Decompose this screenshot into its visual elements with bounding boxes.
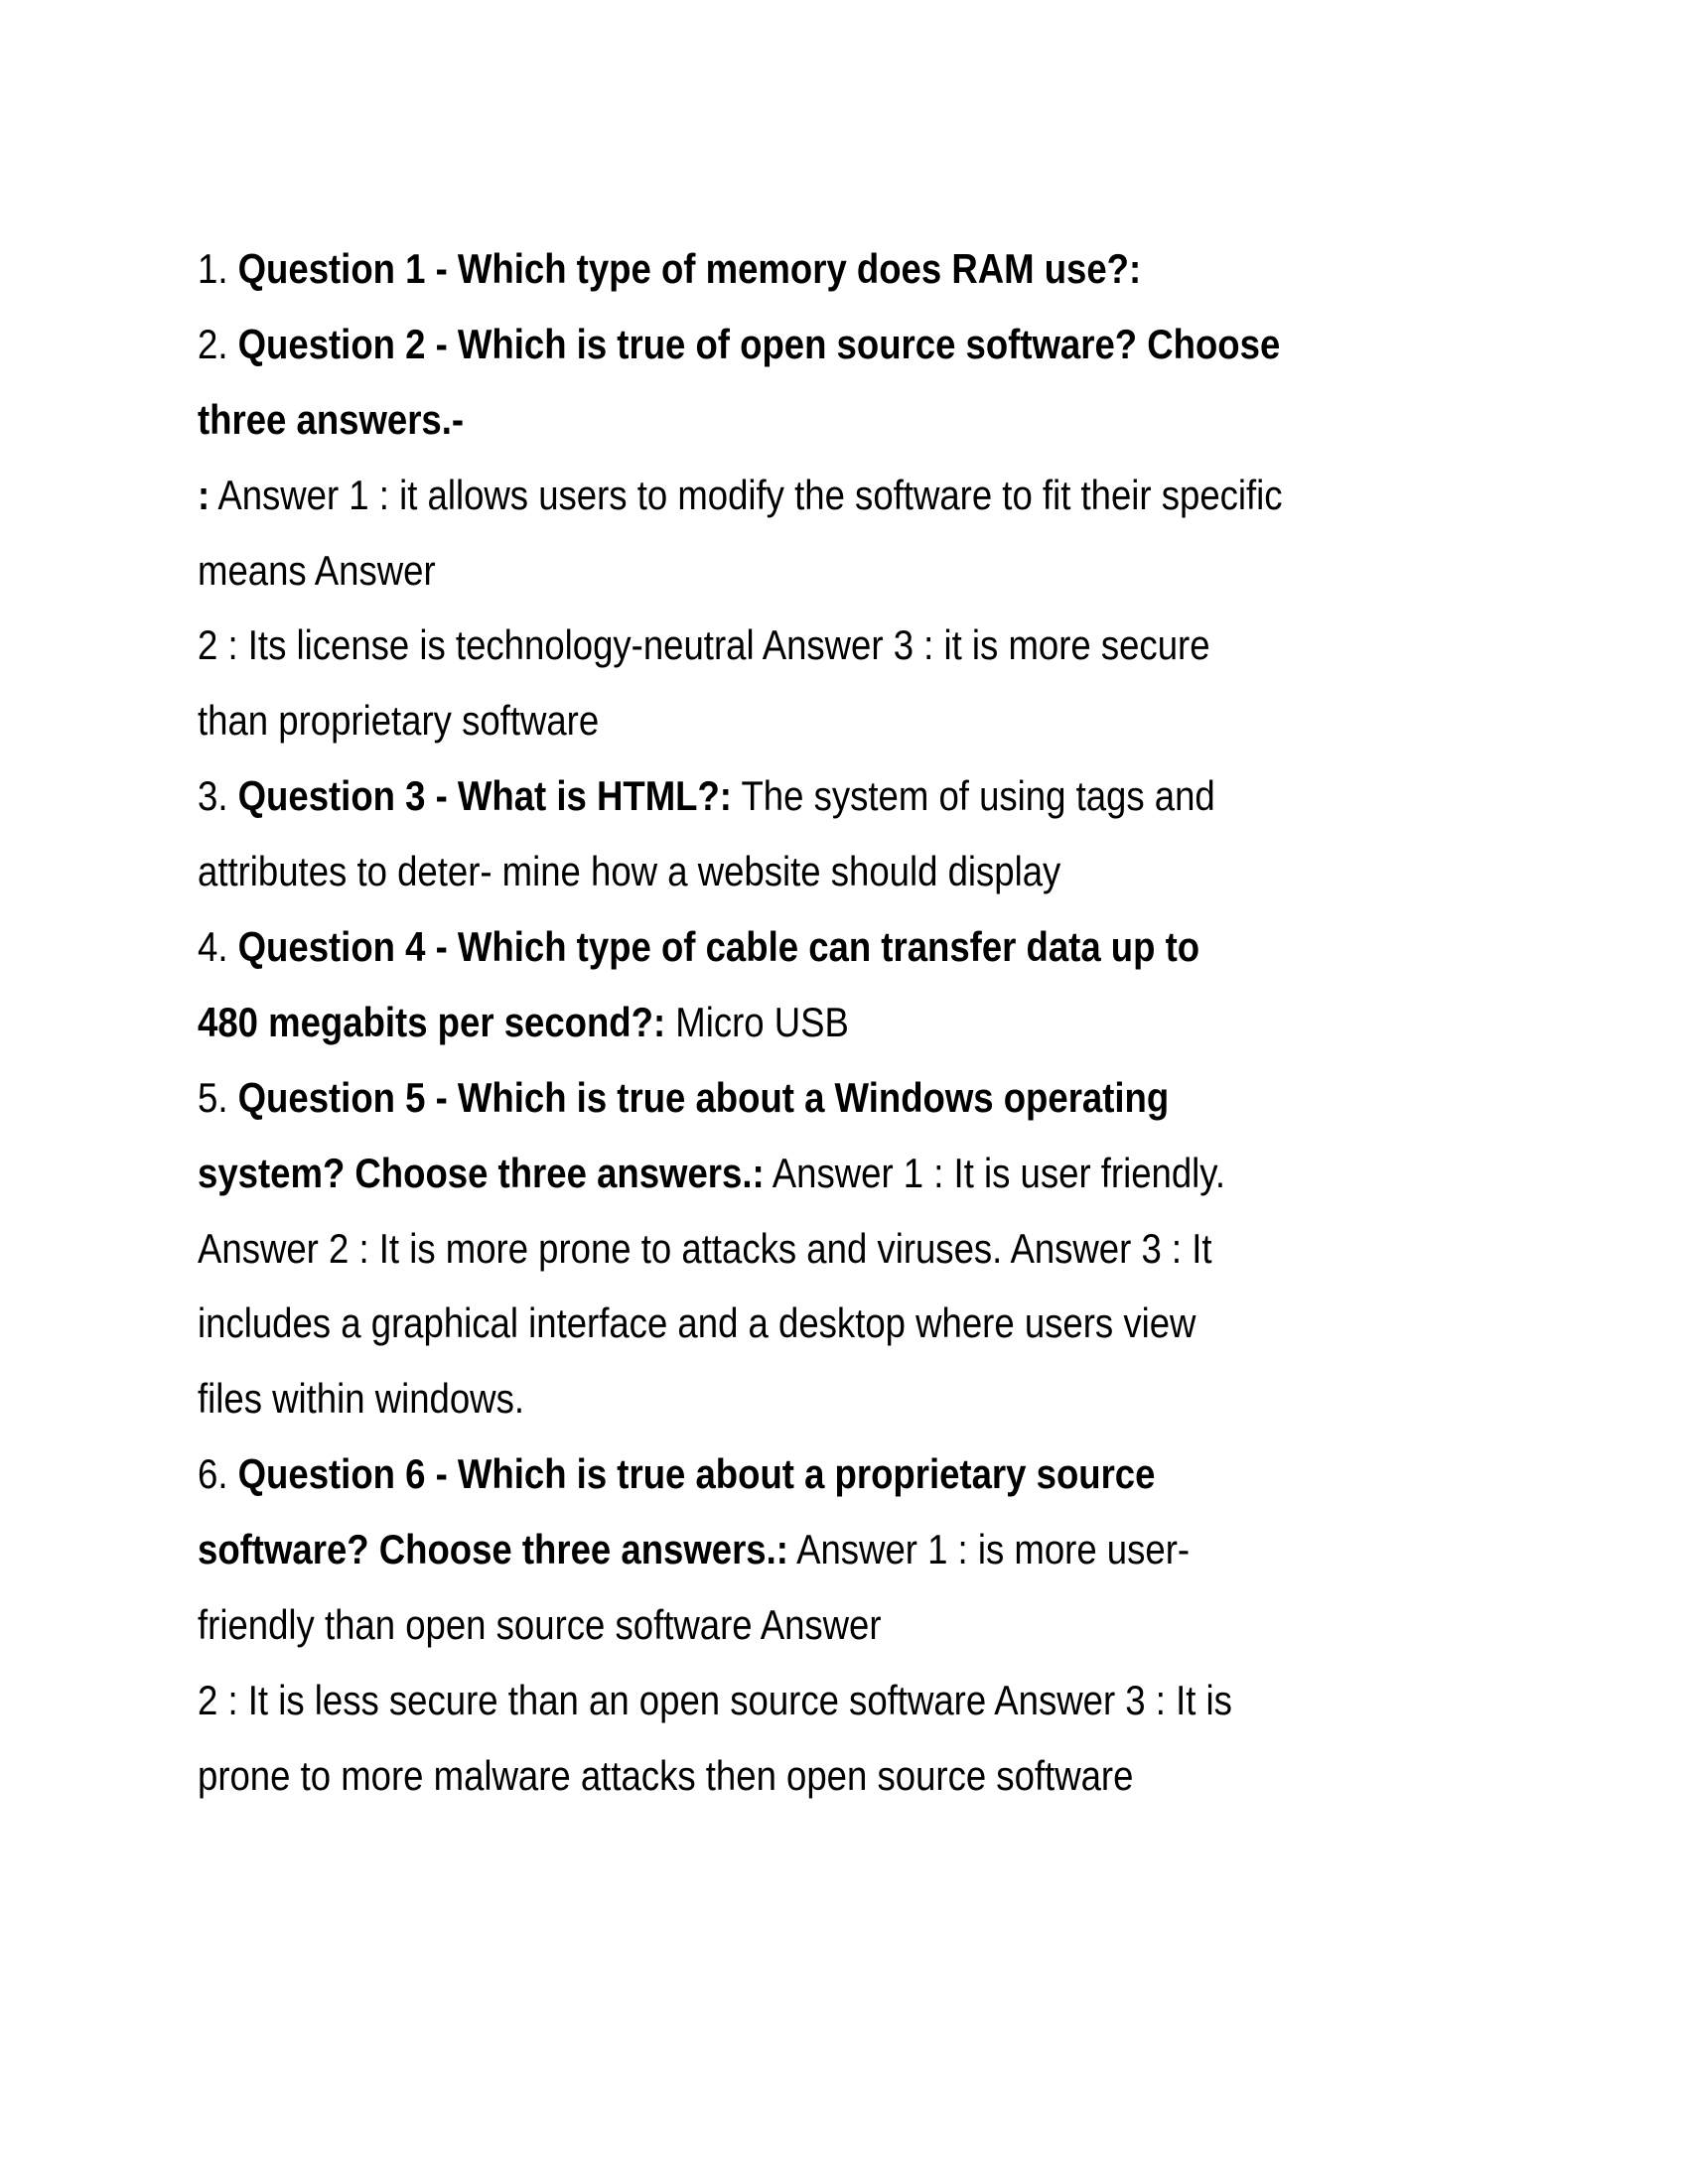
text-line <box>198 458 1407 533</box>
body-text: Answer 1 : it allows users to modify the software to fit their specific <box>210 471 1283 518</box>
text-line <box>198 1286 1407 1361</box>
body-text: 1. <box>198 245 238 292</box>
body-text: 2. <box>198 320 238 367</box>
document-body <box>198 231 1588 1814</box>
body-text: 6. <box>198 1450 238 1498</box>
text-line <box>198 1211 1407 1287</box>
body-text: 2 : It is less secure than an open source software Answer 3 : It is <box>198 1676 1232 1723</box>
body-text: means Answer <box>198 546 436 594</box>
body-text: friendly than open source software Answer <box>198 1601 882 1649</box>
text-line <box>198 1663 1407 1738</box>
question-text: system? Choose three answers.: <box>198 1149 765 1196</box>
text-line <box>198 533 1407 609</box>
question-text: : <box>198 471 211 518</box>
question-text: Question 3 - What is HTML?: <box>237 772 732 820</box>
question-text: software? Choose three answers.: <box>198 1526 788 1573</box>
body-text: includes a graphical interface and a desktop where users view <box>198 1299 1196 1347</box>
text-line <box>198 1361 1407 1436</box>
body-text: attributes to deter- mine how a website should display <box>198 848 1061 895</box>
question-text: Question 5 - Which is true about a Windows operating <box>237 1073 1170 1121</box>
body-text: 5. <box>198 1073 238 1121</box>
text-line <box>198 1060 1407 1136</box>
text-line <box>198 382 1407 458</box>
text-line <box>198 1587 1407 1663</box>
text-line <box>198 1512 1407 1587</box>
text-line <box>198 909 1407 985</box>
question-text: three answers.- <box>198 395 465 443</box>
text-line <box>198 985 1407 1060</box>
text-line <box>198 683 1407 758</box>
body-text: 2 : Its license is technology-neutral Answer 3 : it is more secure <box>198 621 1210 669</box>
text-line <box>198 834 1407 909</box>
body-text: 4. <box>198 923 238 971</box>
body-text: files within windows. <box>198 1375 524 1423</box>
question-text: 480 megabits per second?: <box>198 998 666 1045</box>
text-line <box>198 1436 1407 1512</box>
text-line <box>198 608 1407 683</box>
body-text: 3. <box>198 772 238 820</box>
text-line <box>198 1136 1407 1211</box>
question-text: Question 4 - Which type of cable can transfer data up to <box>237 923 1200 971</box>
body-text: The system of using tags and <box>731 772 1215 820</box>
text-line <box>198 231 1407 307</box>
text-line <box>198 758 1407 834</box>
question-text: Question 6 - Which is true about a proprietary source <box>237 1450 1156 1498</box>
body-text: Micro USB <box>665 998 849 1045</box>
body-text: Answer 1 : It is user friendly. <box>764 1149 1226 1196</box>
body-text: Answer 1 : is more user- <box>787 1526 1191 1573</box>
text-line <box>198 1738 1407 1814</box>
body-text: prone to more malware attacks then open source software <box>198 1751 1134 1799</box>
question-text: Question 1 - Which type of memory does RAM use?: <box>237 245 1142 292</box>
body-text: Answer 2 : It is more prone to attacks and viruses. Answer 3 : It <box>198 1224 1212 1272</box>
question-text: Question 2 - Which is true of open source software? Choose <box>237 320 1281 367</box>
body-text: than proprietary software <box>198 697 600 745</box>
text-line <box>198 307 1407 382</box>
